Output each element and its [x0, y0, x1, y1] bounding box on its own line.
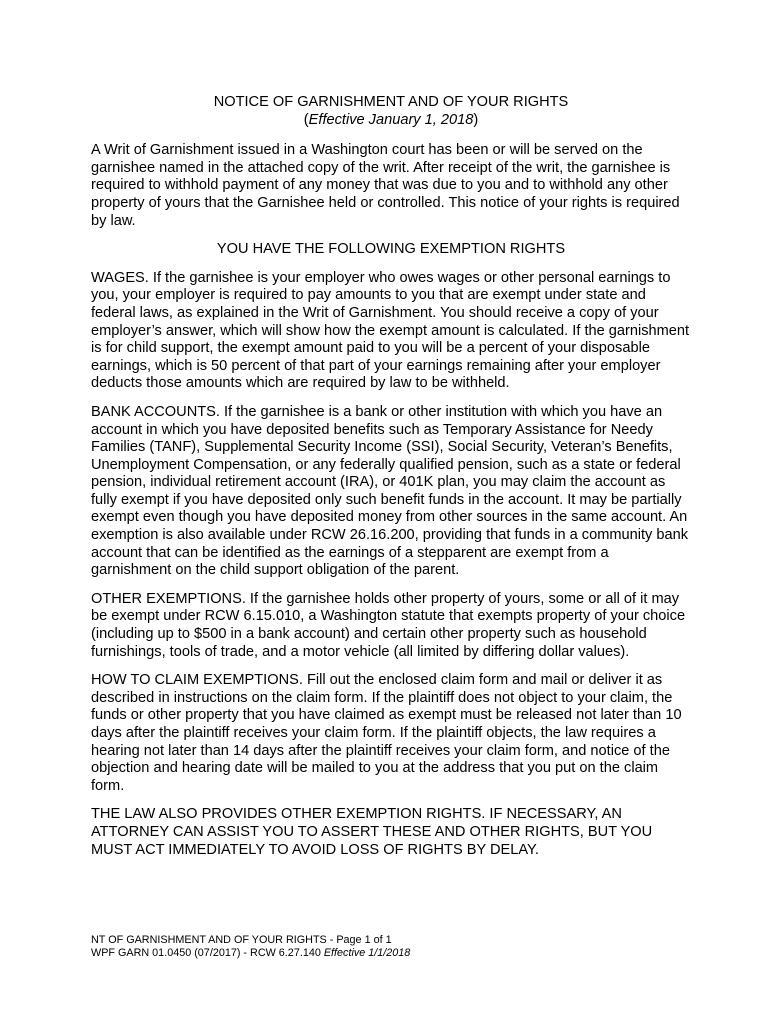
- effective-date-line: [91, 112, 691, 130]
- footer-form-number: WPF GARN 01.0450 (07/2017) - RCW 6.27.140: [91, 947, 324, 959]
- other-exemptions-paragraph: OTHER EXEMPTIONS. If the garnishee holds other property of yours, some or all of it may be exempt under RCW 6.15.010, a Washington statute that exempts property of your choice (including up to $500 in a bank account) and certain other property such as household furnishings, tools of trade, and a motor vehicle (all limited by differing dollar values).: [91, 590, 686, 660]
- document-title: NOTICE OF GARNISHMENT AND OF YOUR RIGHTS: [213, 94, 569, 110]
- page-footer: [91, 934, 691, 960]
- footer-form-title: NT OF GARNISHMENT AND OF YOUR RIGHTS - Page 1 of 1: [91, 934, 392, 946]
- exemption-rights-heading: YOU HAVE THE FOLLOWING EXEMPTION RIGHTS: [216, 241, 566, 258]
- wages-paragraph: WAGES. If the garnishee is your employer who owes wages or other personal earnings to you, your employer is required to pay amounts to you that are exempt under state and federal laws, as explained in the Writ of Garnishment. You should receive a copy of your employer’s answer, which will show how the exempt amount is calculated. If the garnishment is for child support, the exempt amount paid to you will be a percent of your disposable earnings, which is 50 percent of that part of your earnings remaining after your employer deducts those amounts which are required by law to be withheld.: [91, 269, 690, 392]
- effective-date: Effective January 1, 2018: [308, 111, 474, 128]
- how-to-claim-paragraph: HOW TO CLAIM EXEMPTIONS. Fill out the enclosed claim form and mail or deliver it as described in instructions on the claim form. If the plaintiff does not object to your claim, the funds or other property that you have claimed as exempt must be released not later than 10 days after the plaintiff receives your claim form. If the plaintiff objects, the law requires a hearing not later than 14 days after the plaintiff receives your claim form, and notice of the objection and hearing date will be mailed to you at the address that you put on the claim form.: [91, 672, 682, 794]
- bank-accounts-paragraph: BANK ACCOUNTS. If the garnishee is a bank or other institution with which you have an account in which you have deposited benefits such as Temporary Assistance for Needy Families (TANF), Supplemental Security Income (SSI), Social Security, Veteran’s Benefits, Unemployment Compensation, or any federally qualified pension, such as a state or federal pension, individual retirement account (IRA), or 401K plan, you may claim the account as fully exempt if you have deposited only such benefit funds in the account. It may be partially exempt even though you have deposited money from other sources in the same account. An exemption is also available under RCW 26.16.200, providing that funds in a community bank account that can be identified as the earnings of a stepparent are exempt from a garnishment on the child support obligation of the parent.: [91, 403, 689, 579]
- effective-date-open: (: [303, 111, 309, 128]
- footer-form-reference: [91, 947, 691, 960]
- intro-paragraph: A Writ of Garnishment issued in a Washington court has been or will be served on the garnishee named in the attached copy of the writ. After receipt of the writ, the garnishee is required to withhold payment of any money that was due to you and to withhold any other property of yours that the Garnishee held or controlled. This notice of your rights is required by law.: [91, 142, 680, 229]
- footer-effective-date: Effective 1/1/2018: [323, 947, 411, 959]
- effective-date-close: ): [473, 111, 479, 128]
- law-notice-paragraph: THE LAW ALSO PROVIDES OTHER EXEMPTION RIGHTS. IF NECESSARY, AN ATTORNEY CAN ASSIST YOU TO ASSERT THESE AND OTHER RIGHTS, BUT YOU MUST ACT IMMEDIATELY TO AVOID LOSS OF RIGHTS BY DELAY.: [91, 806, 653, 858]
- document-body: [91, 94, 691, 870]
